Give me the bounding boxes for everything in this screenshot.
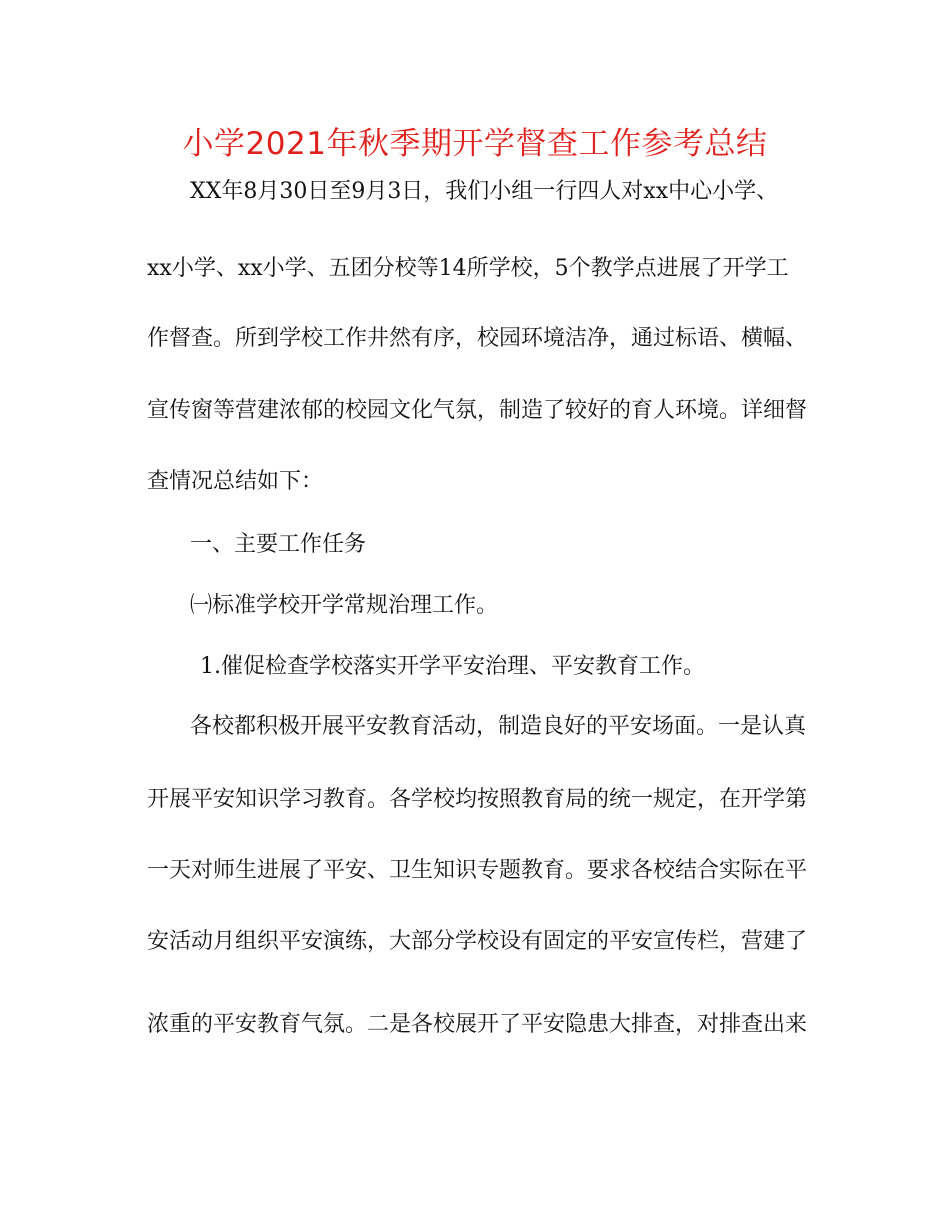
paragraph-line: xx小学、xx小学、五团分校等14所学校，5个教学点进展了开学工 bbox=[147, 256, 789, 281]
paragraph-line: 安活动月组织平安演练，大部分学校设有固定的平安宣传栏，营建了 bbox=[147, 929, 808, 954]
document-title: 小学2021年秋季期开学督查工作参考总结 bbox=[182, 126, 768, 162]
paragraph-line: 浓重的平安教育气氛。二是各校展开了平安隐患大排查，对排查出来 bbox=[147, 1012, 808, 1037]
paragraph-line: 宣传窗等营建浓郁的校园文化气氛，制造了较好的育人环境。详细督 bbox=[147, 398, 808, 423]
section-heading: 一、主要工作任务 bbox=[190, 532, 367, 557]
paragraph-line: 开展平安知识学习教育。各学校均按照教育局的统一规定，在开学第 bbox=[147, 787, 808, 812]
paragraph-line: XX年8月30日至9月3日，我们小组一行四人对xx中心小学、 bbox=[190, 179, 779, 204]
paragraph-line: 查情况总结如下： bbox=[147, 469, 324, 494]
item-heading: 1.催促检查学校落实开学平安治理、平安教育工作。 bbox=[200, 654, 705, 679]
paragraph-line: 一天对师生进展了平安、卫生知识专题教育。要求各校结合实际在平 bbox=[147, 858, 808, 883]
paragraph-line: 作督查。所到学校工作井然有序，校园环境洁净，通过标语、横幅、 bbox=[147, 326, 808, 351]
paragraph-line: 各校都积极开展平安教育活动，制造良好的平安场面。一是认真 bbox=[190, 714, 807, 739]
subsection-heading: ㈠标准学校开学常规治理工作。 bbox=[190, 593, 499, 618]
